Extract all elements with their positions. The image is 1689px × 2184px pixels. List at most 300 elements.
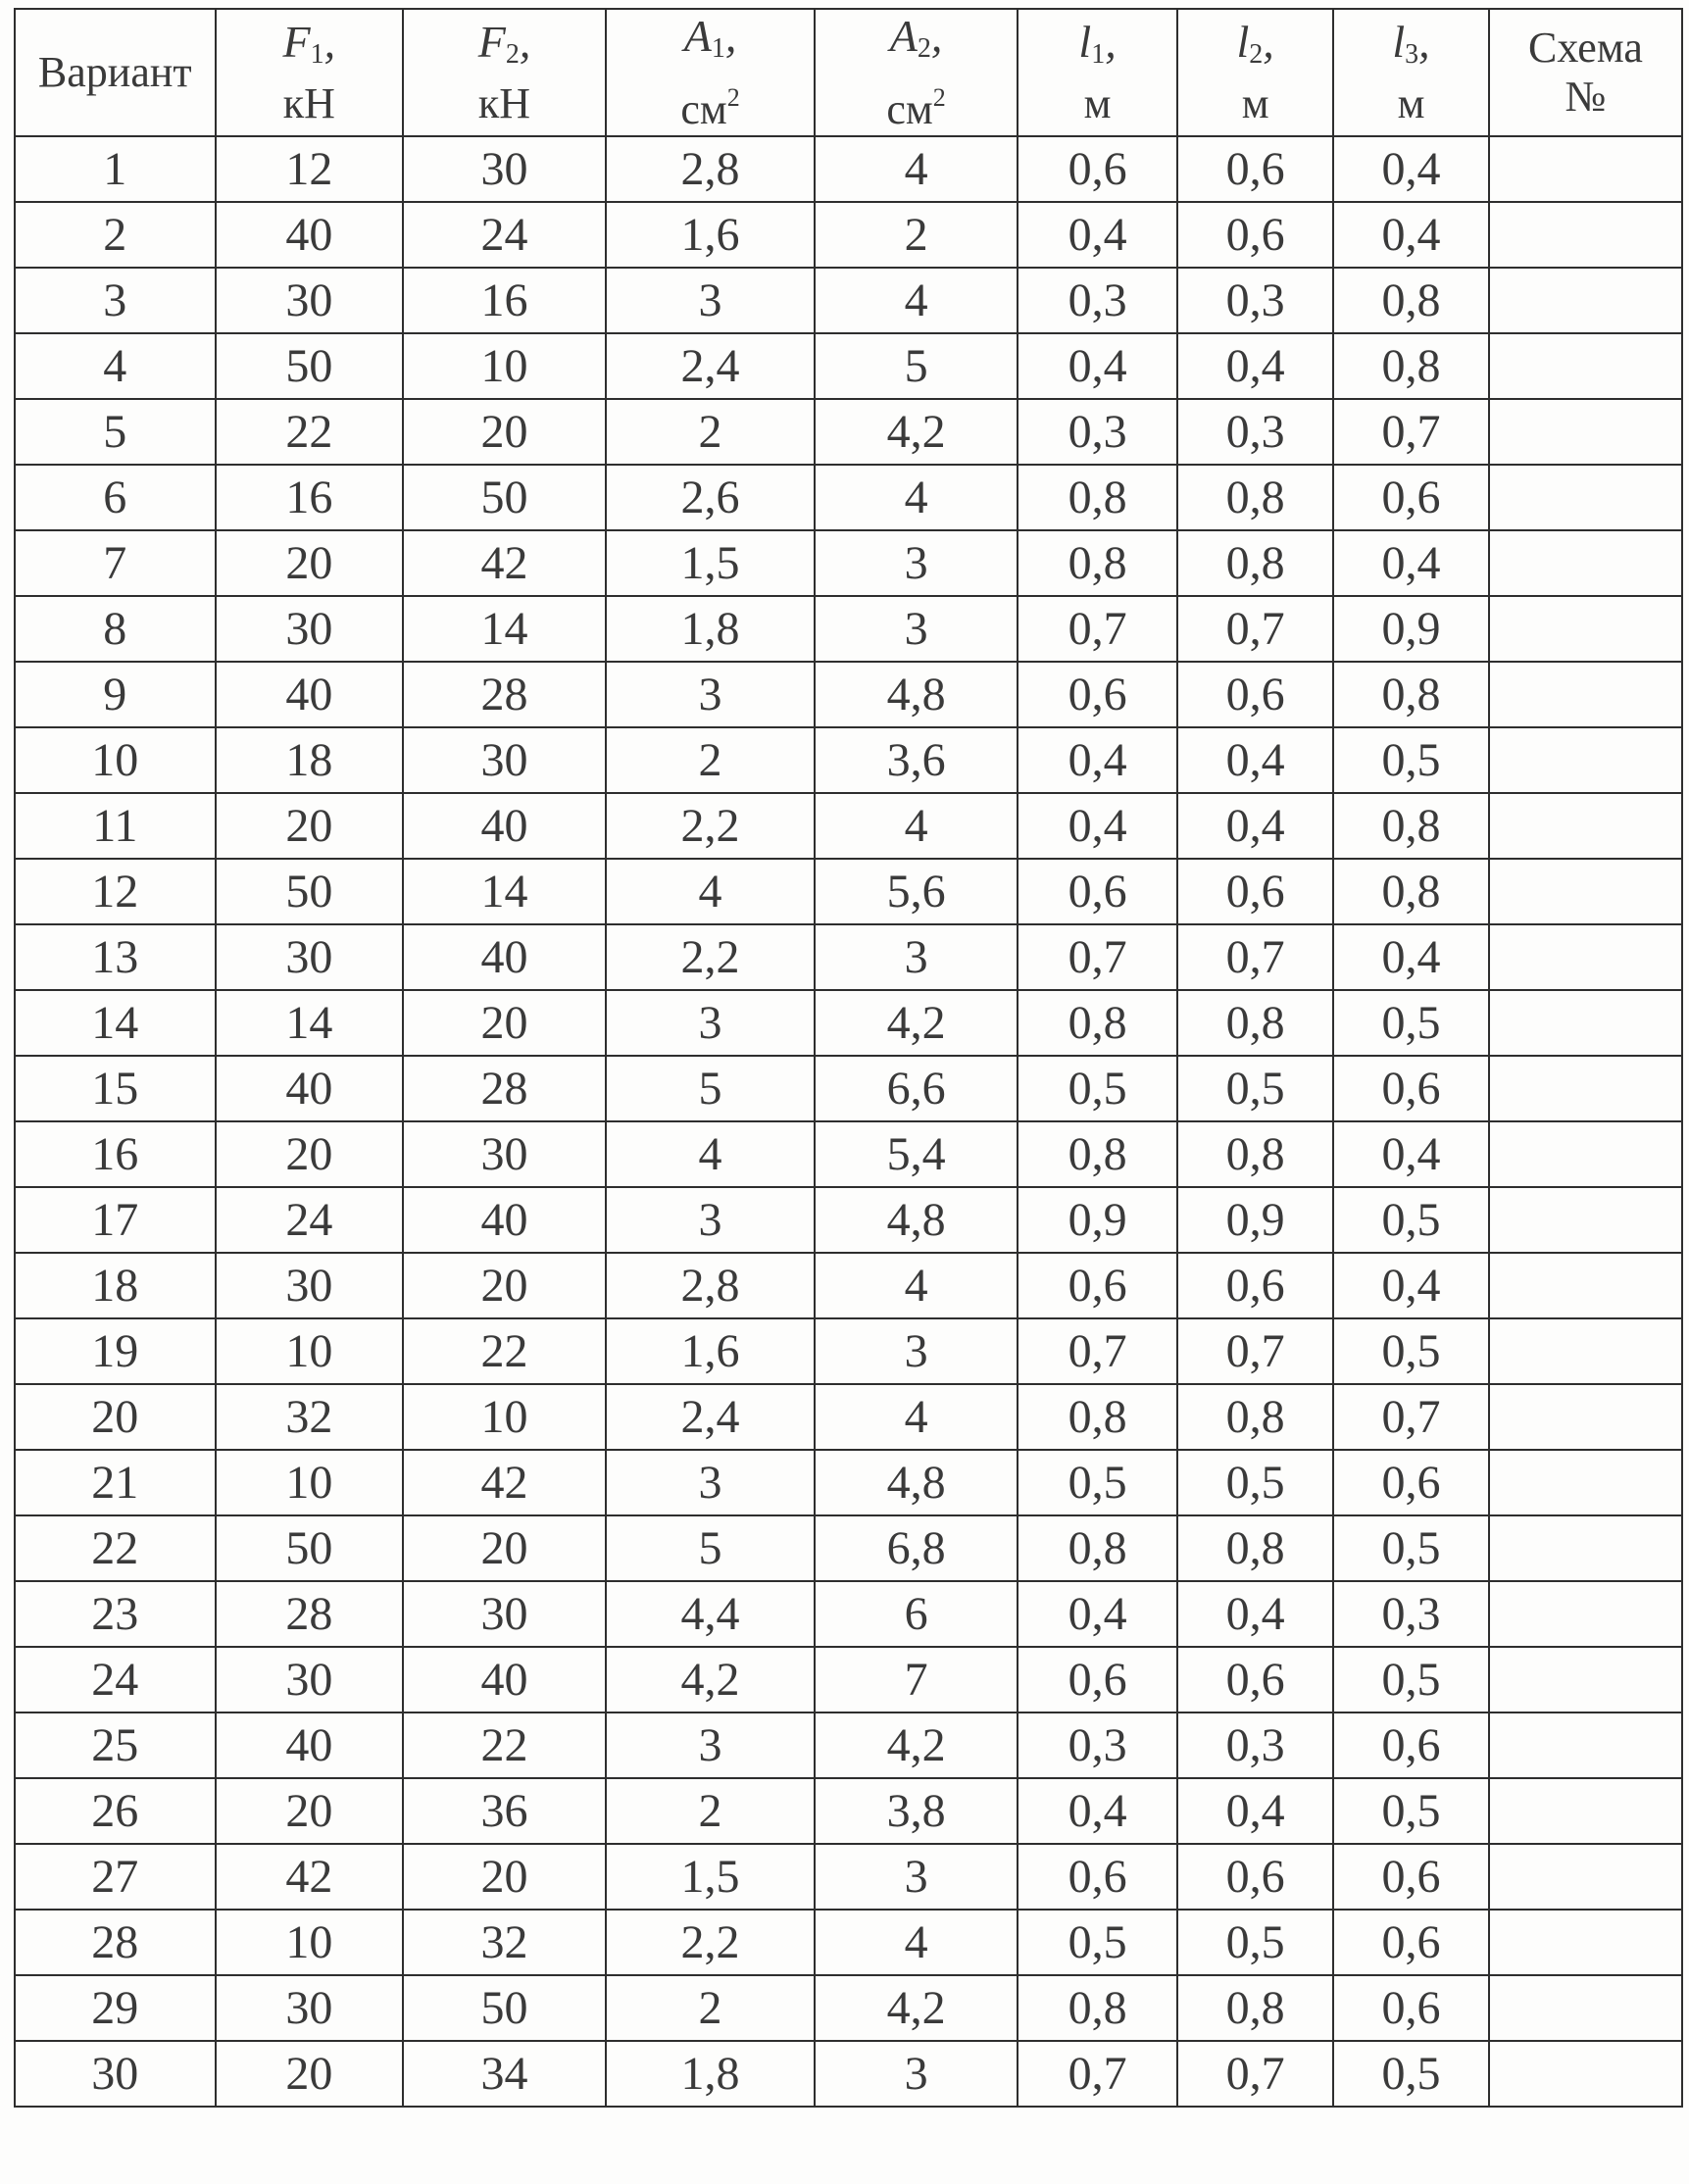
cell-f1: 30 (216, 1975, 404, 2041)
cell-a1: 2,8 (606, 136, 815, 202)
cell-variant: 22 (15, 1515, 216, 1581)
cell-f2: 28 (403, 662, 606, 727)
cell-f1: 30 (216, 1647, 404, 1712)
cell-variant: 27 (15, 1844, 216, 1910)
cell-l2: 0,8 (1177, 1121, 1333, 1187)
cell-a1: 3 (606, 1712, 815, 1778)
header-l2 (1177, 9, 1333, 136)
cell-a2: 3 (815, 1318, 1018, 1384)
cell-l2: 0,6 (1177, 1253, 1333, 1318)
table-row (15, 924, 1682, 990)
cell-a2: 7 (815, 1647, 1018, 1712)
cell-l1: 0,8 (1018, 1975, 1177, 2041)
header-f2-symbol: $F_2$, (477, 16, 531, 70)
cell-a1: 2,4 (606, 333, 815, 399)
cell-l2: 0,4 (1177, 1778, 1333, 1844)
cell-variant: 9 (15, 662, 216, 727)
cell-scheme (1489, 859, 1682, 924)
table-row (15, 1253, 1682, 1318)
cell-l3: 0,9 (1333, 596, 1489, 662)
table-row (15, 1187, 1682, 1253)
cell-f2: 10 (403, 333, 606, 399)
cell-a2: 4 (815, 1384, 1018, 1450)
cell-a1: 2,4 (606, 1384, 815, 1450)
table-row (15, 1975, 1682, 2041)
cell-f2: 30 (403, 727, 606, 793)
cell-a1: 4 (606, 859, 815, 924)
header-l3-symbol: $l_3$, (1392, 16, 1430, 70)
cell-a1: 2,8 (606, 1253, 815, 1318)
cell-scheme (1489, 333, 1682, 399)
header-scheme-number: № (1565, 73, 1607, 121)
cell-a1: 3 (606, 990, 815, 1056)
cell-f2: 30 (403, 136, 606, 202)
cell-variant: 1 (15, 136, 216, 202)
table-row (15, 793, 1682, 859)
cell-l2: 0,4 (1177, 793, 1333, 859)
cell-f1: 10 (216, 1450, 404, 1515)
cell-scheme (1489, 465, 1682, 530)
cell-a2: 5,6 (815, 859, 1018, 924)
cell-a2: 3 (815, 1844, 1018, 1910)
cell-f2: 16 (403, 268, 606, 333)
cell-a2: 5 (815, 333, 1018, 399)
table-row (15, 662, 1682, 727)
cell-f2: 10 (403, 1384, 606, 1450)
cell-f1: 20 (216, 530, 404, 596)
cell-l2: 0,8 (1177, 1975, 1333, 2041)
cell-variant: 4 (15, 333, 216, 399)
cell-f2: 40 (403, 793, 606, 859)
cell-l1: 0,4 (1018, 202, 1177, 268)
cell-scheme (1489, 727, 1682, 793)
header-variant (15, 9, 216, 136)
cell-a2: 3 (815, 596, 1018, 662)
cell-variant: 2 (15, 202, 216, 268)
cell-f2: 20 (403, 399, 606, 465)
cell-f2: 40 (403, 1647, 606, 1712)
cell-f2: 40 (403, 1187, 606, 1253)
cell-l1: 0,3 (1018, 1712, 1177, 1778)
cell-scheme (1489, 202, 1682, 268)
table-row (15, 1910, 1682, 1975)
cell-f2: 20 (403, 1515, 606, 1581)
cell-f2: 28 (403, 1056, 606, 1121)
cell-a1: 1,5 (606, 1844, 815, 1910)
cell-l1: 0,7 (1018, 1318, 1177, 1384)
cell-l3: 0,4 (1333, 202, 1489, 268)
cell-f2: 34 (403, 2041, 606, 2107)
cell-l2: 0,8 (1177, 990, 1333, 1056)
cell-l3: 0,5 (1333, 990, 1489, 1056)
cell-variant: 7 (15, 530, 216, 596)
cell-a2: 4,2 (815, 1712, 1018, 1778)
table-row (15, 1450, 1682, 1515)
cell-l2: 0,3 (1177, 399, 1333, 465)
cell-l3: 0,8 (1333, 793, 1489, 859)
cell-l2: 0,6 (1177, 1647, 1333, 1712)
cell-a2: 3 (815, 924, 1018, 990)
table-row (15, 1384, 1682, 1450)
cell-a2: 3 (815, 530, 1018, 596)
cell-variant: 23 (15, 1581, 216, 1647)
table-row (15, 1581, 1682, 1647)
cell-l2: 0,8 (1177, 530, 1333, 596)
cell-l3: 0,7 (1333, 1384, 1489, 1450)
cell-l1: 0,6 (1018, 662, 1177, 727)
cell-f2: 50 (403, 1975, 606, 2041)
cell-l1: 0,4 (1018, 1581, 1177, 1647)
cell-f1: 30 (216, 1253, 404, 1318)
header-l1 (1018, 9, 1177, 136)
cell-l1: 0,7 (1018, 924, 1177, 990)
table-row (15, 859, 1682, 924)
cell-l3: 0,4 (1333, 1121, 1489, 1187)
cell-scheme (1489, 136, 1682, 202)
table-row (15, 333, 1682, 399)
cell-a1: 2,2 (606, 793, 815, 859)
header-a2-unit: $см^2$ (886, 82, 946, 133)
cell-a1: 1,8 (606, 2041, 815, 2107)
cell-scheme (1489, 1778, 1682, 1844)
table-row (15, 1056, 1682, 1121)
cell-f2: 36 (403, 1778, 606, 1844)
cell-l3: 0,6 (1333, 1910, 1489, 1975)
table-row (15, 202, 1682, 268)
cell-l3: 0,6 (1333, 1844, 1489, 1910)
cell-scheme (1489, 399, 1682, 465)
cell-f1: 40 (216, 1056, 404, 1121)
cell-scheme (1489, 530, 1682, 596)
cell-f1: 10 (216, 1910, 404, 1975)
cell-a2: 4 (815, 465, 1018, 530)
cell-f1: 14 (216, 990, 404, 1056)
cell-f1: 42 (216, 1844, 404, 1910)
cell-variant: 19 (15, 1318, 216, 1384)
cell-a1: 3 (606, 1187, 815, 1253)
table-row (15, 1515, 1682, 1581)
cell-l1: 0,4 (1018, 727, 1177, 793)
cell-f1: 20 (216, 793, 404, 859)
cell-a1: 2 (606, 399, 815, 465)
cell-l1: 0,3 (1018, 399, 1177, 465)
cell-f1: 12 (216, 136, 404, 202)
cell-scheme (1489, 596, 1682, 662)
cell-l2: 0,7 (1177, 2041, 1333, 2107)
cell-variant: 29 (15, 1975, 216, 2041)
cell-a1: 3 (606, 1450, 815, 1515)
cell-l1: 0,5 (1018, 1450, 1177, 1515)
header-l2-symbol: $l_2$, (1236, 16, 1274, 70)
cell-scheme (1489, 1647, 1682, 1712)
header-a1-unit: $см^2$ (680, 82, 740, 133)
cell-l3: 0,6 (1333, 465, 1489, 530)
cell-f2: 14 (403, 859, 606, 924)
cell-f2: 24 (403, 202, 606, 268)
cell-variant: 13 (15, 924, 216, 990)
table-row (15, 1844, 1682, 1910)
cell-l2: 0,3 (1177, 268, 1333, 333)
cell-l3: 0,8 (1333, 662, 1489, 727)
cell-l1: 0,4 (1018, 793, 1177, 859)
cell-f2: 42 (403, 1450, 606, 1515)
cell-f2: 20 (403, 990, 606, 1056)
header-variant-label: Вариант (37, 48, 192, 96)
cell-l2: 0,5 (1177, 1450, 1333, 1515)
cell-l1: 0,5 (1018, 1056, 1177, 1121)
cell-a2: 2 (815, 202, 1018, 268)
cell-l1: 0,3 (1018, 268, 1177, 333)
cell-l3: 0,5 (1333, 1515, 1489, 1581)
cell-l1: 0,8 (1018, 1515, 1177, 1581)
cell-a2: 4 (815, 136, 1018, 202)
cell-f2: 22 (403, 1712, 606, 1778)
cell-f2: 30 (403, 1581, 606, 1647)
cell-l3: 0,7 (1333, 399, 1489, 465)
cell-a2: 4 (815, 1253, 1018, 1318)
cell-l3: 0,4 (1333, 924, 1489, 990)
cell-a1: 1,8 (606, 596, 815, 662)
cell-a1: 1,6 (606, 202, 815, 268)
cell-scheme (1489, 793, 1682, 859)
cell-a1: 2,2 (606, 1910, 815, 1975)
header-f2 (403, 9, 606, 136)
cell-a2: 4,2 (815, 1975, 1018, 2041)
cell-f1: 18 (216, 727, 404, 793)
table-row (15, 596, 1682, 662)
cell-scheme (1489, 1187, 1682, 1253)
cell-scheme (1489, 1910, 1682, 1975)
table-row (15, 1778, 1682, 1844)
cell-l3: 0,4 (1333, 136, 1489, 202)
table-row (15, 268, 1682, 333)
cell-scheme (1489, 662, 1682, 727)
cell-a1: 3 (606, 662, 815, 727)
cell-l3: 0,5 (1333, 1647, 1489, 1712)
cell-f1: 50 (216, 1515, 404, 1581)
cell-variant: 10 (15, 727, 216, 793)
table-row (15, 1121, 1682, 1187)
cell-f1: 32 (216, 1384, 404, 1450)
cell-l1: 0,6 (1018, 1647, 1177, 1712)
cell-a1: 2,6 (606, 465, 815, 530)
cell-scheme (1489, 990, 1682, 1056)
cell-l1: 0,8 (1018, 990, 1177, 1056)
cell-l1: 0,4 (1018, 333, 1177, 399)
cell-l2: 0,7 (1177, 596, 1333, 662)
cell-l3: 0,3 (1333, 1581, 1489, 1647)
cell-l2: 0,8 (1177, 465, 1333, 530)
cell-f2: 14 (403, 596, 606, 662)
cell-a2: 4 (815, 1910, 1018, 1975)
cell-f1: 16 (216, 465, 404, 530)
header-f1-symbol: $F_1$, (282, 16, 336, 70)
cell-f1: 50 (216, 333, 404, 399)
cell-l3: 0,4 (1333, 530, 1489, 596)
cell-f1: 30 (216, 924, 404, 990)
cell-f2: 32 (403, 1910, 606, 1975)
cell-variant: 16 (15, 1121, 216, 1187)
cell-l1: 0,9 (1018, 1187, 1177, 1253)
cell-a2: 4 (815, 793, 1018, 859)
cell-a1: 1,5 (606, 530, 815, 596)
cell-a1: 4 (606, 1121, 815, 1187)
cell-f1: 30 (216, 596, 404, 662)
cell-a2: 6,6 (815, 1056, 1018, 1121)
cell-scheme (1489, 1515, 1682, 1581)
cell-l2: 0,5 (1177, 1910, 1333, 1975)
cell-f1: 30 (216, 268, 404, 333)
cell-f2: 40 (403, 924, 606, 990)
cell-a2: 6 (815, 1581, 1018, 1647)
table-row (15, 2041, 1682, 2107)
table-row (15, 1318, 1682, 1384)
cell-a1: 5 (606, 1056, 815, 1121)
header-a1-symbol: $A_1$, (683, 10, 737, 64)
cell-l2: 0,5 (1177, 1056, 1333, 1121)
table-row (15, 399, 1682, 465)
table-row (15, 465, 1682, 530)
header-f1-unit: кН (282, 78, 335, 127)
cell-l1: 0,5 (1018, 1910, 1177, 1975)
cell-variant: 11 (15, 793, 216, 859)
cell-l2: 0,6 (1177, 136, 1333, 202)
header-a2-symbol: $A_2$, (889, 10, 943, 64)
cell-variant: 6 (15, 465, 216, 530)
cell-l3: 0,8 (1333, 859, 1489, 924)
cell-variant: 12 (15, 859, 216, 924)
cell-l2: 0,6 (1177, 662, 1333, 727)
table-header (15, 9, 1682, 136)
cell-scheme (1489, 1844, 1682, 1910)
cell-scheme (1489, 1712, 1682, 1778)
cell-a2: 4,8 (815, 662, 1018, 727)
header-l1-symbol: $l_1$, (1078, 16, 1117, 70)
cell-variant: 24 (15, 1647, 216, 1712)
cell-f1: 20 (216, 1778, 404, 1844)
header-scheme (1489, 9, 1682, 136)
cell-scheme (1489, 1581, 1682, 1647)
cell-f2: 20 (403, 1844, 606, 1910)
cell-variant: 28 (15, 1910, 216, 1975)
cell-a2: 4,2 (815, 399, 1018, 465)
cell-l3: 0,5 (1333, 727, 1489, 793)
cell-a1: 3 (606, 268, 815, 333)
cell-l1: 0,6 (1018, 1253, 1177, 1318)
cell-a1: 4,4 (606, 1581, 815, 1647)
header-l1-unit: м (1083, 78, 1112, 127)
cell-l1: 0,6 (1018, 1844, 1177, 1910)
cell-l1: 0,6 (1018, 859, 1177, 924)
cell-l3: 0,5 (1333, 2041, 1489, 2107)
cell-l2: 0,4 (1177, 1581, 1333, 1647)
header-a1 (606, 9, 815, 136)
cell-scheme (1489, 924, 1682, 990)
cell-scheme (1489, 268, 1682, 333)
cell-a2: 4,2 (815, 990, 1018, 1056)
cell-l3: 0,6 (1333, 1975, 1489, 2041)
cell-variant: 20 (15, 1384, 216, 1450)
cell-l1: 0,8 (1018, 1384, 1177, 1450)
cell-l1: 0,4 (1018, 1778, 1177, 1844)
cell-a1: 1,6 (606, 1318, 815, 1384)
cell-a2: 3 (815, 2041, 1018, 2107)
table-row (15, 530, 1682, 596)
cell-a2: 5,4 (815, 1121, 1018, 1187)
cell-l3: 0,6 (1333, 1712, 1489, 1778)
cell-a2: 4 (815, 268, 1018, 333)
cell-a2: 3,8 (815, 1778, 1018, 1844)
cell-a1: 5 (606, 1515, 815, 1581)
cell-variant: 25 (15, 1712, 216, 1778)
cell-variant: 21 (15, 1450, 216, 1515)
cell-variant: 8 (15, 596, 216, 662)
cell-l3: 0,8 (1333, 333, 1489, 399)
cell-a2: 4,8 (815, 1187, 1018, 1253)
cell-l2: 0,4 (1177, 333, 1333, 399)
variants-table (14, 8, 1683, 2108)
cell-l2: 0,6 (1177, 202, 1333, 268)
cell-l3: 0,5 (1333, 1187, 1489, 1253)
cell-scheme (1489, 1318, 1682, 1384)
cell-l1: 0,8 (1018, 1121, 1177, 1187)
table-row (15, 136, 1682, 202)
header-l3 (1333, 9, 1489, 136)
cell-l2: 0,4 (1177, 727, 1333, 793)
cell-f2: 50 (403, 465, 606, 530)
cell-variant: 17 (15, 1187, 216, 1253)
table-row (15, 727, 1682, 793)
cell-f1: 50 (216, 859, 404, 924)
cell-a2: 6,8 (815, 1515, 1018, 1581)
header-a2 (815, 9, 1018, 136)
cell-a2: 4,8 (815, 1450, 1018, 1515)
cell-f1: 20 (216, 1121, 404, 1187)
cell-a2: 3,6 (815, 727, 1018, 793)
cell-f2: 20 (403, 1253, 606, 1318)
header-l2-unit: м (1241, 78, 1269, 127)
cell-a1: 2 (606, 1975, 815, 2041)
cell-variant: 14 (15, 990, 216, 1056)
cell-l2: 0,9 (1177, 1187, 1333, 1253)
cell-f1: 10 (216, 1318, 404, 1384)
cell-l3: 0,6 (1333, 1450, 1489, 1515)
cell-scheme (1489, 1121, 1682, 1187)
cell-variant: 30 (15, 2041, 216, 2107)
cell-l3: 0,5 (1333, 1778, 1489, 1844)
header-f1 (216, 9, 404, 136)
cell-l1: 0,7 (1018, 2041, 1177, 2107)
cell-l2: 0,6 (1177, 1844, 1333, 1910)
cell-l1: 0,8 (1018, 530, 1177, 596)
cell-variant: 18 (15, 1253, 216, 1318)
cell-scheme (1489, 1253, 1682, 1318)
cell-variant: 5 (15, 399, 216, 465)
header-f2-unit: кН (477, 78, 531, 127)
cell-l3: 0,4 (1333, 1253, 1489, 1318)
cell-l1: 0,8 (1018, 465, 1177, 530)
cell-l2: 0,7 (1177, 924, 1333, 990)
cell-scheme (1489, 1384, 1682, 1450)
cell-a1: 2,2 (606, 924, 815, 990)
cell-l1: 0,6 (1018, 136, 1177, 202)
cell-a1: 4,2 (606, 1647, 815, 1712)
cell-l2: 0,8 (1177, 1515, 1333, 1581)
table-row (15, 1712, 1682, 1778)
cell-l1: 0,7 (1018, 596, 1177, 662)
cell-l3: 0,6 (1333, 1056, 1489, 1121)
cell-scheme (1489, 2041, 1682, 2107)
